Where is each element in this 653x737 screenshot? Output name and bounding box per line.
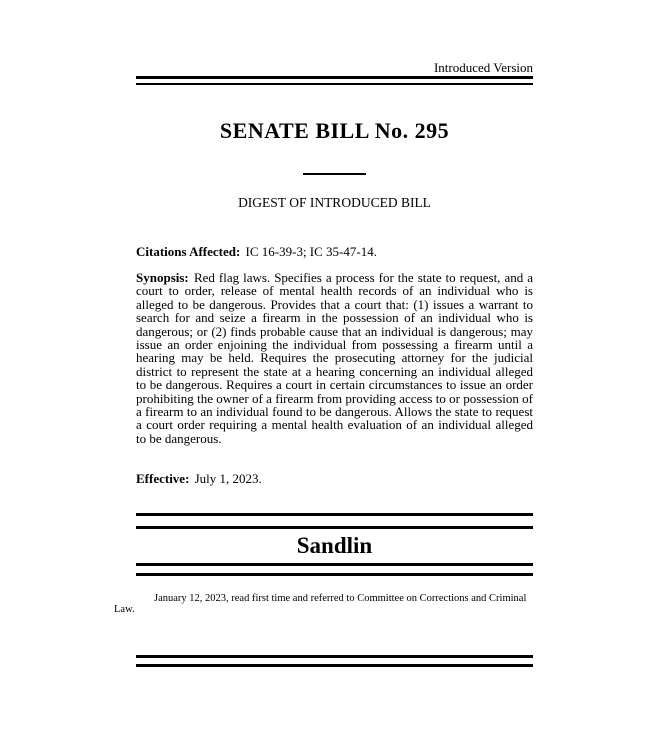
synopsis-paragraph <box>136 271 533 445</box>
effective-line <box>136 472 533 485</box>
citations-line <box>136 245 533 258</box>
footer-rule-top <box>136 655 533 658</box>
effective-text: July 1, 2023. <box>194 471 262 486</box>
header-rule-bottom <box>136 83 533 85</box>
author-rule-bottom-2 <box>136 573 533 576</box>
first-reading-line: January 12, 2023, read first time and referred to Committee on Corrections and Criminal Law. <box>114 593 527 615</box>
version-label: Introduced Version <box>433 60 533 75</box>
footer-rule-bottom <box>136 664 533 667</box>
author-rule-top-1 <box>136 513 533 516</box>
synopsis-label: Synopsis: <box>136 270 189 285</box>
author-name: Sandlin <box>296 533 373 558</box>
citations-text: IC 16-39-3; IC 35-47-14. <box>245 244 377 259</box>
header-rule-top <box>136 76 533 79</box>
digest-heading: DIGEST OF INTRODUCED BILL <box>238 195 431 210</box>
author-rule-top-2 <box>136 526 533 529</box>
synopsis-text: Red flag laws. Specifies a process for the state to request, and a court to order, release of mental health records of an individual who is alleged to be dangerous. Provides that a court that: (1) issues a warrant to search for and seize a firearm in the possession of an individual who is dangerous; or (2) finds probable cause that an individual is dangerous; may issue an order enjoining the individual from possessing a firearm until a hearing may be held. Requires the prosecuting attorney for the judicial district to represent the state at a hearing concerning an individual alleged to be dangerous. Requires a court in certain circumstances to issue an order prohibiting the owner of a firearm from providing access to or possession of a firearm to an individual found to be dangerous. Allows the state to request a court order requiring a mental health evaluation of an individual alleged to be dangerous. <box>136 270 533 446</box>
title-separator-rule <box>303 173 366 175</box>
citations-label: Citations Affected: <box>136 244 241 259</box>
author-rule-bottom-1 <box>136 563 533 566</box>
bill-title: SENATE BILL No. 295 <box>219 118 450 143</box>
effective-label: Effective: <box>136 471 190 486</box>
